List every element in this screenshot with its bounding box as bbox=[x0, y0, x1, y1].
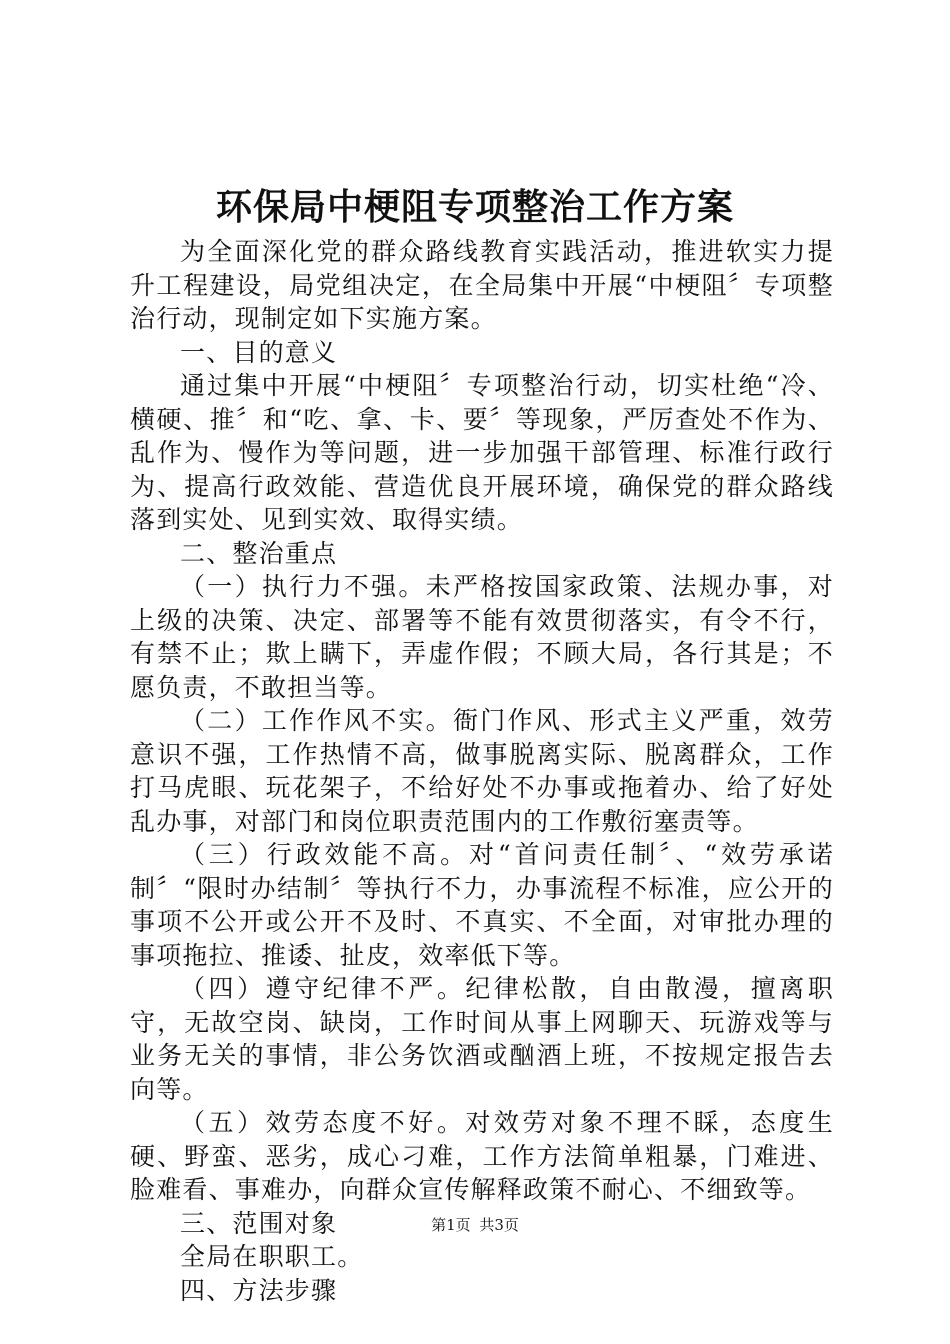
paragraph-focus-2: （二）工作作风不实。衙门作风、形式主义严重，效劳意识不强，工作热情不高，做事脱离实际、脱离群众，工作打马虎眼、玩花架子，不给好处不办事或拖着办、给了好处乱办事，对部门和岗位职责范围内的工作敷衍塞责等。 bbox=[130, 706, 834, 836]
paragraph-focus-5: （五）效劳态度不好。对效劳对象不理不睬，态度生硬、野蛮、恶劣，成心刁难，工作方法简单粗暴，门难进、脸难看、事难办，向群众宣传解释政策不耐心、不细致等。 bbox=[130, 1108, 834, 1204]
page-footer bbox=[0, 1214, 950, 1236]
section-heading-steps: 四、方法步骤 bbox=[180, 1275, 338, 1305]
section-heading-scope: 三、范围对象 bbox=[180, 1208, 338, 1238]
paragraph-focus-4: （四）遵守纪律不严。纪律松散，自由散漫，擅离职守，无故空岗、缺岗，工作时间从事上网聊天、玩游戏等与业务无关的事情，非公务饮酒或酗酒上班，不按规定报告去向等。 bbox=[130, 974, 834, 1104]
section-heading-purpose: 一、目的意义 bbox=[180, 337, 338, 367]
section-heading-focus: 二、整治重点 bbox=[180, 538, 338, 568]
page-total: 共3页 bbox=[479, 1216, 519, 1234]
paragraph-focus-3: （三）行政效能不高。对“首问责任制〞、“效劳承诺制〞“限时办结制〞等执行不力，办事流程不标准，应公开的事项不公开或公开不及时、不真实、不全面，对审批办理的事项拖拉、推诿、扯皮，效率低下等。 bbox=[130, 840, 834, 970]
paragraph-purpose: 通过集中开展“中梗阻〞专项整治行动，切实杜绝“冷、横硬、推〞和“吃、拿、卡、要〞等现象，严厉查处不作为、乱作为、慢作为等问题，进一步加强干部管理、标准行政行为、提高行政效能、营造优良开展环境，确保党的群众路线落到实处、见到实效、取得实绩。 bbox=[130, 371, 834, 534]
page-number: 第1页 bbox=[431, 1216, 471, 1234]
document-title: 环保局中梗阻专项整治工作方案 bbox=[215, 187, 734, 228]
paragraph-scope: 全局在职职工。 bbox=[180, 1242, 364, 1271]
document-body bbox=[130, 235, 834, 1307]
paragraph-focus-1: （一）执行力不强。未严格按国家政策、法规办事，对上级的决策、决定、部署等不能有效贯彻落实，有令不行，有禁不止；欺上瞒下，弄虚作假；不顾大局，各行其是；不愿负责，不敢担当等。 bbox=[130, 572, 834, 702]
paragraph-intro: 为全面深化党的群众路线教育实践活动，推进软实力提升工程建设，局党组决定，在全局集中开展“中梗阻〞专项整治行动，现制定如下实施方案。 bbox=[130, 237, 834, 333]
